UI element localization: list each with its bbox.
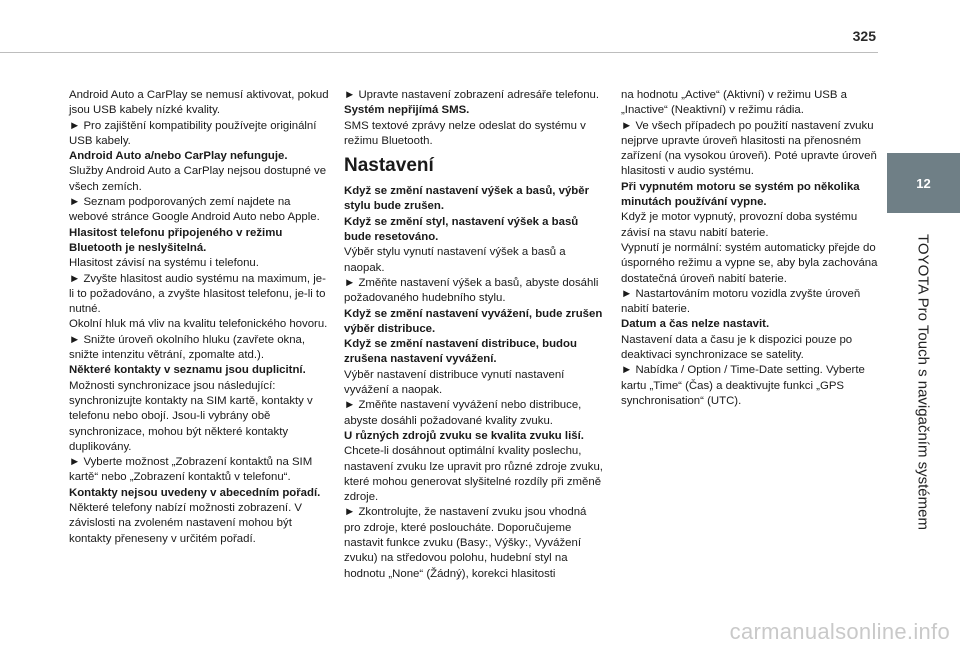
issue-heading: Při vypnutém motoru se systém po několika minutách používání vypne. <box>621 180 860 209</box>
paragraph: Služby Android Auto a CarPlay nejsou dostupné ve všech zemích. <box>69 165 327 193</box>
paragraph: Když je motor vypnutý, provozní doba systému závisí na stavu nabití baterie. <box>621 211 858 239</box>
paragraph: ► Nabídka / Option / Time-Date setting. Vyberte kartu „Time“ (Čas) a deaktivujte funkci „GPS synchronisation“ (UTC). <box>621 364 865 407</box>
paragraph: Hlasitost závisí na systému i telefonu. <box>69 257 259 270</box>
text-column-3 <box>621 88 881 409</box>
paragraph: ► Změňte nastavení vyvážení nebo distribuce, abyste dosáhli požadované kvality zvuku. <box>344 399 582 427</box>
issue-heading: Android Auto a/nebo CarPlay nefunguje. <box>69 150 288 163</box>
paragraph: Nastavení data a času je k dispozici pouze po deaktivaci synchronizace se satelity. <box>621 333 853 362</box>
page-number: 325 <box>852 28 876 44</box>
issue-heading: Když se změní nastavení distribuce, budou zrušena nastavení vyvážení. <box>344 338 577 366</box>
chapter-tab <box>887 153 960 213</box>
issue-heading: Kontakty nejsou uvedeny v abecedním pořadí. <box>69 486 321 499</box>
text-column-1 <box>69 88 329 547</box>
issue-heading: Některé kontakty v seznamu jsou duplicitní. <box>69 364 306 377</box>
watermark: carmanualsonline.info <box>729 619 950 644</box>
paragraph: Chcete-li dosáhnout optimální kvality poslechu, nastavení zvuku lze upravit pro různé zdroje zvuku, které mohou generovat slyšitelné rozdíly při změně zdroje. <box>344 445 603 504</box>
paragraph: ► Nastartováním motoru vozidla zvyšte úroveň nabití baterie. <box>621 287 861 316</box>
paragraph: na hodnotu „Active“ (Aktivní) v režimu USB a „Inactive“ (Neaktivní) v režimu rádia. <box>621 89 847 117</box>
paragraph: ► Upravte nastavení zobrazení adresáře telefonu. <box>344 89 600 101</box>
paragraph: ► Zvyšte hlasitost audio systému na maximum, je-li to požadováno, a zvyšte hlasitost telefonu, je-li to nutné. <box>69 272 326 316</box>
text-column-2 <box>344 88 604 582</box>
paragraph: Android Auto a CarPlay se nemusí aktivovat, pokud jsou USB kabely nízké kvality. <box>69 89 329 117</box>
issue-heading: Hlasitost telefonu připojeného v režimu Bluetooth je neslyšitelná. <box>69 226 283 254</box>
issue-heading: Když se změní styl, nastavení výšek a basů bude resetováno. <box>344 215 579 244</box>
paragraph: ► Ve všech případech po použití nastavení zvuku nejprve upravte úroveň hlasitosti na přenosném zařízení (na vysokou úroveň). Poté upravte úroveň hlasitosti v audio systému. <box>621 119 877 178</box>
paragraph: Vypnutí je normální: systém automaticky přejde do úsporného režimu a vypne se, aby byla zachována dostatečná úroveň nabití baterie. <box>621 241 878 285</box>
chapter-side-title: TOYOTA Pro Touch s navigačním systémem <box>914 234 932 530</box>
paragraph: SMS textové zprávy nelze odeslat do systému v režimu Bluetooth. <box>344 119 586 147</box>
paragraph: Výběr nastavení distribuce vynutí nastavení vyvážení a naopak. <box>344 368 565 397</box>
paragraph: Výběr stylu vynutí nastavení výšek a basů a naopak. <box>344 246 566 274</box>
paragraph: ► Zkontrolujte, že nastavení zvuku jsou vhodná pro zdroje, které posloucháte. Doporučujeme nastavit funkce zvuku (Basy:, Výšky:, Vyvážení zvuku) na středovou polohu, hudební styl na hodnotu „None“ (Žádný), korekci hlasitosti <box>344 506 587 580</box>
paragraph: ► Pro zajištění kompatibility používejte originální USB kabely. <box>69 119 317 147</box>
paragraph: ► Změňte nastavení výšek a basů, abyste dosáhli požadovaného hudebního stylu. <box>344 276 599 305</box>
paragraph: Možnosti synchronizace jsou následující: synchronizujte kontakty na SIM kartě, kontakty v telefonu nebo obojí. Jsou-li vybrány obě synchronizace, mohou být některé kontakty duplikovány. <box>69 379 313 453</box>
issue-heading: Datum a čas nelze nastavit. <box>621 318 770 331</box>
issue-heading: Když se změní nastavení vyvážení, bude zrušen výběr distribuce. <box>344 307 603 335</box>
issue-heading: U různých zdrojů zvuku se kvalita zvuku liší. <box>344 429 584 442</box>
paragraph: ► Snižte úroveň okolního hluku (zavřete okna, snižte intenzitu větrání, zpomalte atd.). <box>69 333 306 362</box>
section-heading: Nastavení <box>344 155 434 177</box>
issue-heading: Když se změní nastavení výšek a basů, výběr stylu bude zrušen. <box>344 185 590 213</box>
paragraph: ► Seznam podporovaných zemí najdete na webové stránce Google Android Auto nebo Apple. <box>69 196 320 224</box>
paragraph: ► Vyberte možnost „Zobrazení kontaktů na SIM kartě“ nebo „Zobrazení kontaktů v telefonu“. <box>69 456 313 484</box>
chapter-tab-label: 12 <box>916 175 931 191</box>
issue-heading: Systém nepřijímá SMS. <box>344 104 470 117</box>
header-divider <box>0 52 878 53</box>
paragraph: Okolní hluk má vliv na kvalitu telefonického hovoru. <box>69 318 328 331</box>
paragraph: Některé telefony nabízí možnosti zobrazení. V závislosti na zvoleném nastavení mohou být kontakty přeneseny v určitém pořadí. <box>69 502 302 545</box>
